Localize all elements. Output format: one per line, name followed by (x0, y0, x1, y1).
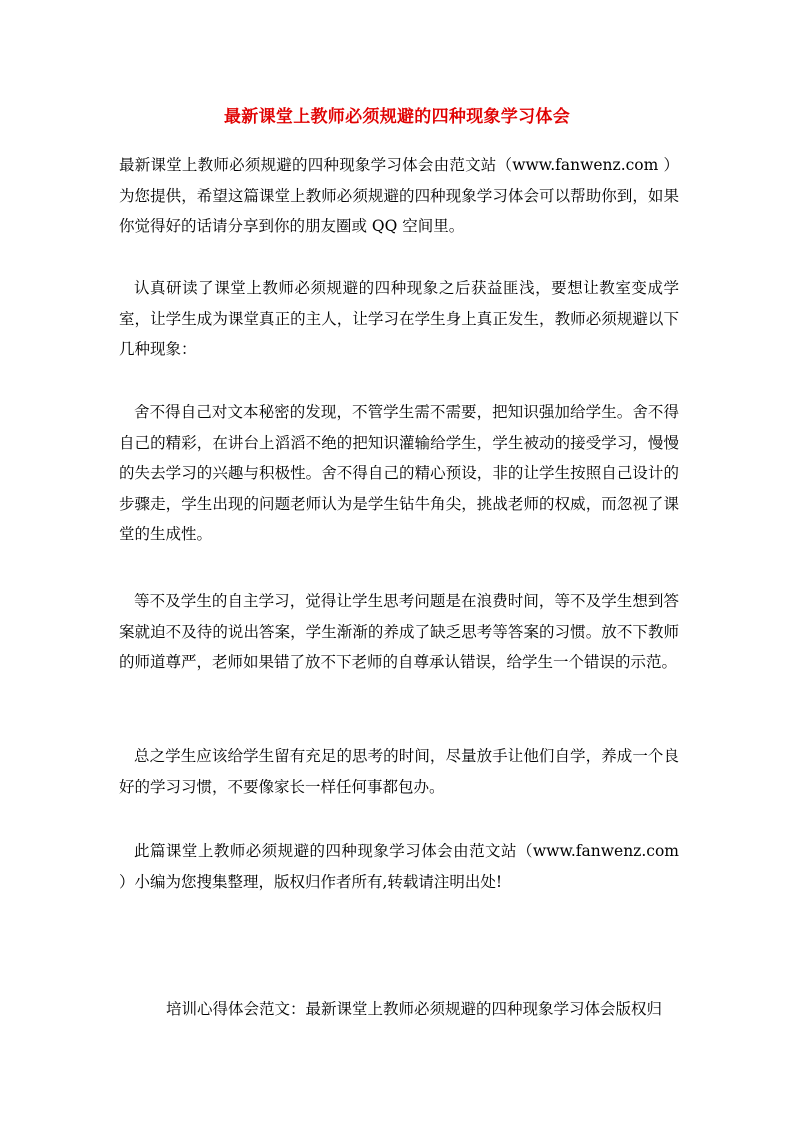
intro-paragraph: 最新课堂上教师必须规避的四种现象学习体会由范文站（www.fanwenz.com ）为您提供，希望这篇课堂上教师必须规避的四种现象学习体会可以帮助你到，如果你觉得好的话请分享到你的朋友圈或 QQ 空间里。 (119, 156, 679, 235)
document-title: 最新课堂上教师必须规避的四种现象学习体会 (224, 107, 570, 127)
body-paragraph-3: 等不及学生的自主学习，觉得让学生思考问题是在浪费时间，等不及学生想到答案就迫不及待的说出答案，学生渐渐的养成了缺乏思考等答案的习惯。放不下教师的师道尊严，老师如果错了放不下老师的自尊承认错误，给学生一个错误的示范。 (119, 592, 679, 671)
closing-paragraph: 此篇课堂上教师必须规避的四种现象学习体会由范文站（www.fanwenz.com ）小编为您搜集整理，版权归作者所有,转载请注明出处! (119, 842, 679, 891)
footer-line: 培训心得体会范文：最新课堂上教师必须规避的四种现象学习体会版权归 (166, 1000, 663, 1018)
body-paragraph-2: 舍不得自己对文本秘密的发现，不管学生需不需要，把知识强加给学生。舍不得自己的精彩，在讲台上滔滔不绝的把知识灌输给学生，学生被动的接受学习，慢慢的失去学习的兴趣与积极性。舍不得自己的精心预设，非的让学生按照自己设计的步骤走，学生出现的问题老师认为是学生钻牛角尖，挑战老师的权威，而忽视了课堂的生成性。 (119, 403, 679, 543)
body-paragraph-1: 认真研读了课堂上教师必须规避的四种现象之后获益匪浅，要想让教室变成学室，让学生成为课堂真正的主人，让学习在学生身上真正发生，教师必须规避以下几种现象： (119, 279, 679, 358)
body-paragraph-4: 总之学生应该给学生留有充足的思考的时间，尽量放手让他们自学，养成一个良好的学习习惯，不要像家长一样任何事都包办。 (119, 747, 679, 796)
